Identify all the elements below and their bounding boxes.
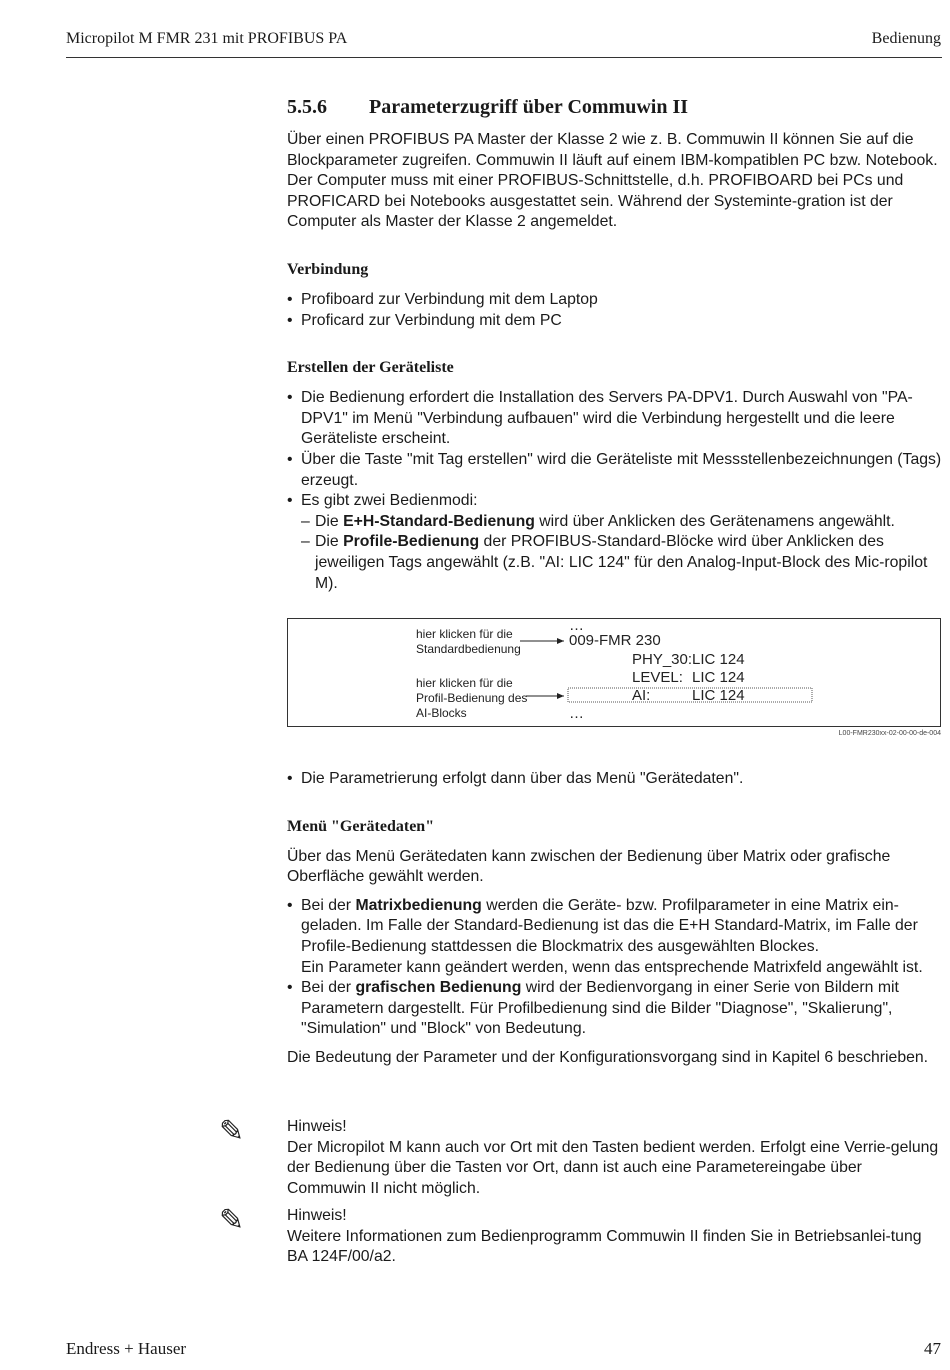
mode-item-profile	[301, 532, 943, 594]
text: wird der Bedienvorgang in einer Serie von Bildern mit Parametern dargestellt. Für Profilbedienung sind die Bilder "Diagnose", "Skalierung", "Simulation" und "Block" von Bedeutung.	[301, 979, 899, 1038]
verbindung-heading: Verbindung	[287, 260, 369, 278]
header-divider	[66, 57, 942, 58]
section-heading	[287, 95, 943, 119]
note-text: Der Micropilot M kann auch vor Ort mit den Tasten bedient werden. Erfolgt eine Verrie-gelung der Bedienung über die Tasten vor Ort, dann ist auch eine Parametereingabe über Commuwin II nicht möglich.	[287, 1138, 939, 1197]
label-standard-2: Standardbedienung	[416, 642, 521, 656]
geraeteliste-list	[287, 388, 943, 594]
text: Ein Parameter kann geändert werden, wenn das entsprechende Matrixfeld angewählt ist.	[301, 958, 923, 976]
ellipsis-top: …	[569, 617, 584, 634]
emphasis: Profile-Bedienung	[343, 533, 480, 551]
main-content	[287, 95, 943, 594]
section-title: Parameterzugriff über Commuwin II	[369, 96, 689, 118]
tag-value-ai[interactable]: LIC 124	[692, 687, 745, 704]
text: der PROFIBUS-Standard-Blöcke wird über Anklicken des jeweiligen Tags angewählt (z.B. "AI: LIC 124" für den Analog-Input-Block des Mic-ropilot M).	[315, 533, 928, 592]
lower-content	[287, 769, 943, 1069]
label-profile-1: hier klicken für die	[416, 676, 513, 690]
emphasis: Matrixbedienung	[355, 896, 482, 914]
emphasis: E+H-Standard-Bedienung	[343, 512, 535, 530]
section-number: 5.5.6	[287, 96, 327, 118]
running-header-title: Micropilot M FMR 231 mit PROFIBUS PA	[66, 30, 348, 47]
mode-list	[301, 512, 943, 594]
list-item: • Die Bedienung erfordert die Installation des Servers PA-DPV1. Durch Auswahl von "PA-DPV1" im Menü "Verbindung aufbauen" wird die Verbindung hergestellt und die leere Geräteliste erscheint.	[287, 388, 943, 450]
note-text: Weitere Informationen zum Bedienprogramm Commuwin II finden Sie in Betriebsanlei-tung BA 124F/00/a2.	[287, 1227, 922, 1266]
device-list-diagram	[287, 618, 941, 727]
list-item: • Profiboard zur Verbindung mit dem Laptop	[287, 290, 943, 311]
label-standard-1: hier klicken für die	[416, 627, 513, 641]
verbindung-list	[287, 290, 943, 331]
note-title: Hinweis!	[287, 1207, 347, 1224]
geraeteliste-heading: Erstellen der Geräteliste	[287, 359, 454, 377]
list-item-graphic	[287, 978, 943, 1040]
tag-value-phy[interactable]: LIC 124	[692, 651, 745, 668]
parametrierung-list	[287, 769, 943, 790]
pencil-icon: ✎	[219, 1115, 245, 1148]
label-profile-3: AI-Blocks	[416, 706, 467, 720]
list-item: • Proficard zur Verbindung mit dem PC	[287, 311, 943, 332]
list-item-matrix	[287, 896, 943, 978]
text: Die	[315, 533, 344, 551]
label-profile-2: Profil-Bedienung des	[416, 691, 528, 705]
list-item: • Die Parametrierung erfolgt dann über das Menü "Gerätedaten".	[287, 769, 943, 790]
text: Bei der	[301, 896, 356, 914]
list-item	[287, 491, 943, 594]
text: wird über Anklicken des Gerätenamens angewählt.	[534, 512, 895, 530]
tag-name-ai: AI:	[632, 687, 651, 704]
note-1	[287, 1117, 943, 1199]
tag-name-level: LEVEL:	[632, 669, 683, 686]
mode-item-standard	[301, 512, 943, 533]
tag-value-level[interactable]: LIC 124	[692, 669, 745, 686]
menu-outro: Die Bedeutung der Parameter und der Konfigurationsvorgang sind in Kapitel 6 beschrieben.	[287, 1048, 929, 1066]
device-entry[interactable]: 009-FMR 230	[569, 632, 661, 649]
tag-name-phy: PHY_30:	[632, 651, 693, 668]
ellipsis-bottom: …	[569, 705, 584, 722]
menu-list	[287, 896, 943, 1040]
page-number: 47	[924, 1339, 941, 1358]
note-title: Hinweis!	[287, 1118, 347, 1135]
text: Bei der	[301, 979, 356, 997]
figure-id: L00-FMR230xx-02-00-00-de-004	[838, 730, 941, 737]
text: werden die Geräte- bzw. Profilparameter in eine Matrix ein-geladen. Im Falle der Standard-Bedienung ist das die E+H Standard-Matrix, im Falle der Profile-Bedienung stattdessen die Blockmatrix des ausgewählten Blockes.	[301, 896, 918, 955]
pencil-icon: ✎	[219, 1204, 245, 1237]
emphasis: grafischen Bedienung	[355, 979, 522, 997]
list-item-text: Es gibt zwei Bedienmodi:	[301, 492, 478, 510]
footer-brand: Endress + Hauser	[66, 1339, 187, 1358]
list-item: • Über die Taste "mit Tag erstellen" wird die Geräteliste mit Messstellenbezeichnungen (Tags) erzeugt.	[287, 450, 943, 491]
intro-paragraph: Über einen PROFIBUS PA Master der Klasse 2 wie z. B. Commuwin II können Sie auf die Blockparameter zugreifen. Commuwin II läuft auf einem IBM-kompatiblen PC bzw. Notebook. Der Computer muss mit einer PROFIBUS-Schnittstelle, d.h. PROFIBOARD bei PCs und PROFICARD bei Notebooks ausgestattet sein. Während der Systeminte-gration ist der Computer als Master der Klasse 2 angemeldet.	[287, 131, 938, 231]
running-header-chapter: Bedienung	[871, 30, 941, 47]
ai-selection-box	[568, 688, 812, 702]
text: Die	[315, 512, 344, 530]
note-2	[287, 1206, 943, 1268]
menu-heading: Menü "Gerätedaten"	[287, 817, 435, 835]
menu-intro: Über das Menü Gerätedaten kann zwischen der Bedienung über Matrix oder grafische Oberfläche gewählt werden.	[287, 847, 891, 886]
